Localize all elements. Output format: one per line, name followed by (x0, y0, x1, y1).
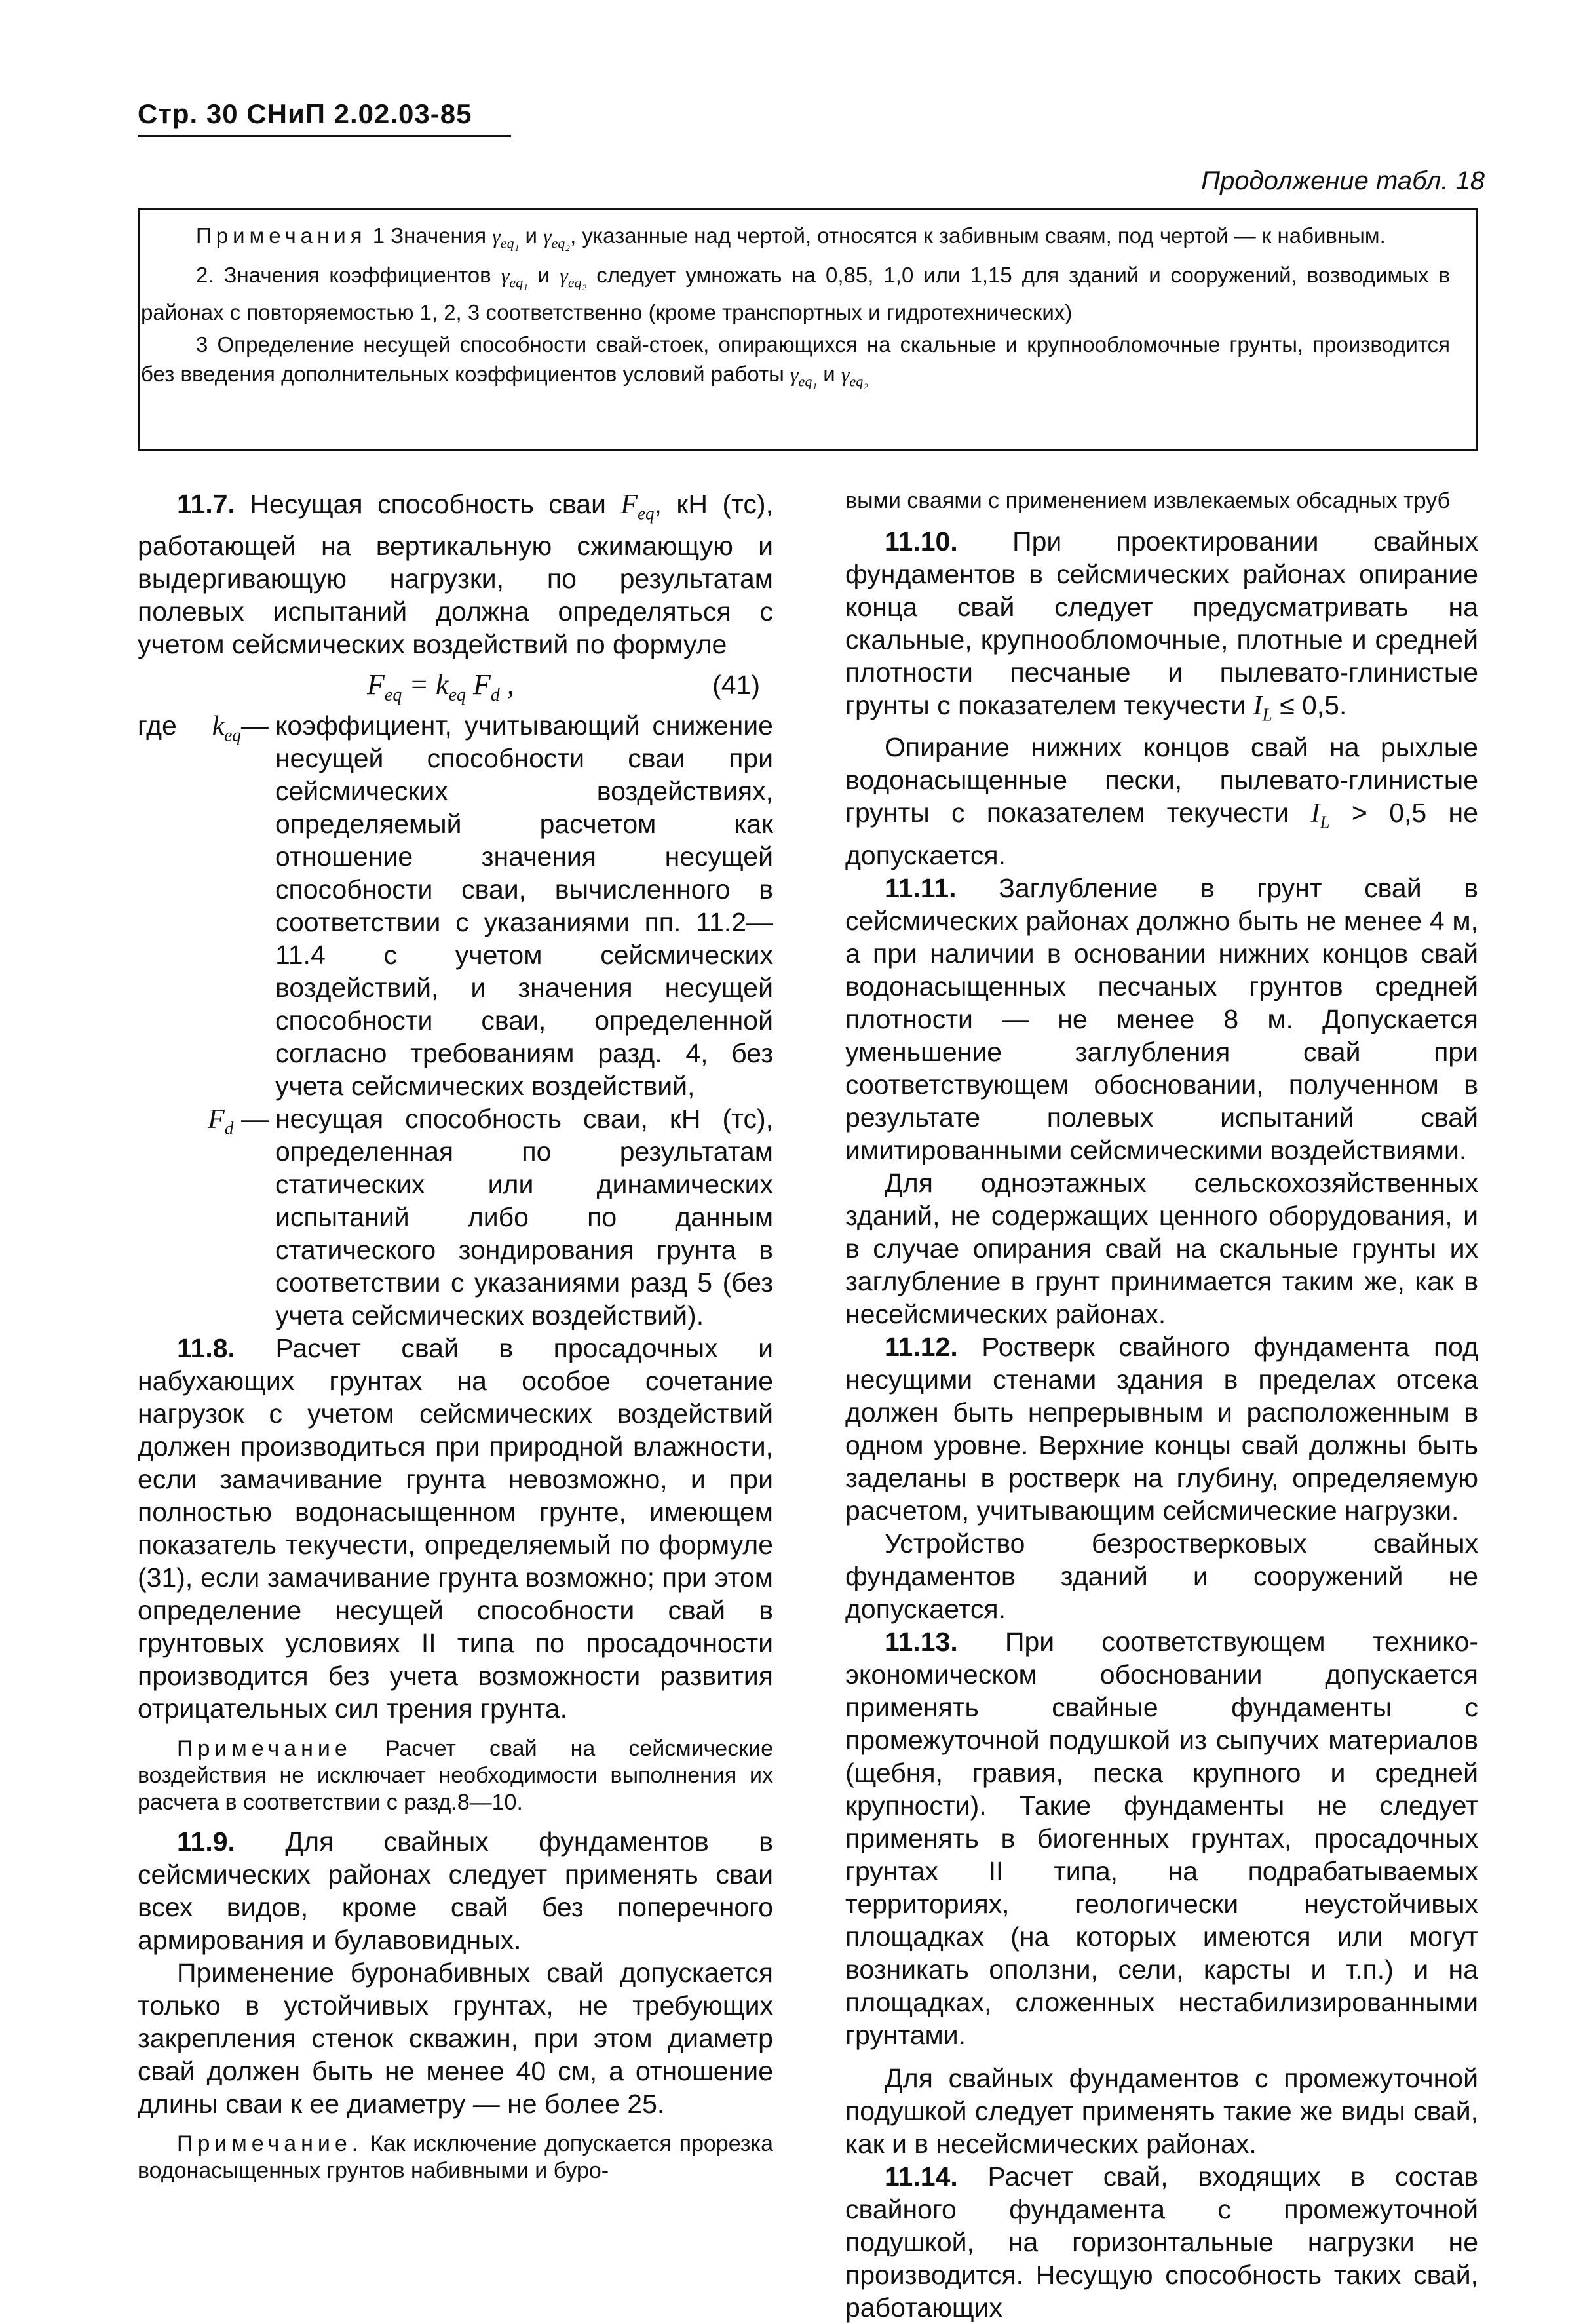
section-11-11-p2: Для одноэтажных сельскохозяйственных зданий, не содержащих ценного оборудования, и в случае опирания свай на скальные грунты их заглубление в грунт принимается таким же, как в несейсмических районах. (845, 1167, 1478, 1329)
section-11-9-p2: Применение буронабивных свай допускается только в устойчивых грунтах, не требующих закрепления стенок скважин, при этом диаметр свай должен быть не менее 40 см, а отношение длины сваи к ее диаметру — не более 25. (138, 1958, 773, 2120)
symbol-il: $I_L$ (1253, 691, 1272, 725)
definition-keq-text: коэффициент, учитывающий снижение несущей способности сваи при сейсмических воздействиях, определяемый расчетом как отношение значения несущей способности сваи, вычисленного в соответствии с указаниями пп. 11.2—11.4 с учетом сейсмических воздействий, и значения несущей способности сваи, определенной согласно требованиям разд. 4, без учета сейсмических воздействий, (275, 710, 773, 1102)
header-rule (138, 135, 511, 137)
section-11-13: 11.13. При соответствующем технико-экономическом обосновании допускается применять свайные фундаменты с промежуточной подушкой из сыпучих материалов (щебня, гравия, песка крупного и средней крупности). Такие фундаменты не следует применять в биогенных грунтах, просадочных грунтах II типа, на подрабатываемых территориях, геологически неустойчивых площадках (на которых имеются или могут возникать оползни, сели, карсты и т.п.) и на площадках, сложенных нестабилизированными грунтами. (845, 1626, 1478, 2050)
left-column (138, 488, 773, 2194)
definition-fd-text: несущая способность сваи, кН (тс), определенная по результатам статических или динамических испытаний либо по данным статического зондирования грунта в соответствии с указаниями разд 5 (без учета сейсмических воздействий). (275, 1104, 773, 1331)
note-11-9: Примечание. Как исключение допускается прорезка водонасыщенных грунтов набивными и буро- (138, 2131, 773, 2184)
gamma-eq1: $\gamma_{eq_1}$ (790, 362, 818, 390)
gamma-eq1: $\gamma_{eq_1}$ (492, 224, 520, 252)
page-header: Стр. 30 СНиП 2.02.03-85 (138, 98, 472, 129)
table-continuation: Продолжение табл. 18 (1201, 166, 1485, 195)
section-11-11: 11.11. Заглубление в грунт свай в сейсмических районах должно быть не менее 4 м, а при наличии в основании нижних концов свай водонасыщенных песчаных грунтов средней плотности — не менее 8 м. Допускается уменьшение заглубления свай при соответствующем обосновании, полученном в результате полевых испытаний свай имитированными сейсмическими воздействиями. (845, 872, 1478, 1165)
definition-fd-label: $F_d$ — (208, 1103, 269, 1138)
definitions (138, 709, 773, 1332)
section-11-14: 11.14. Расчет свай, входящих в состав свайного фундамента с промежуточной подушкой, на горизонтальные нагрузки не производится. Несущую способность таких свай, работающих (845, 2161, 1478, 2323)
section-11-10: 11.10. При проектировании свайных фундаментов в сейсмических районах опирание конца свай следует предусматривать на скальные, крупнообломочные, плотные и средней плотности песчаные и пылевато-глинистые грунты с показателем текучести $I_L \le 0,5$. (845, 526, 1478, 725)
note-continuation: выми сваями с применением извлекаемых обсадных труб (845, 488, 1451, 513)
gamma-eq1: $\gamma_{eq_1}$ (501, 263, 528, 291)
formula-expression: $F_{eq} = k_{eq}$ $F_d$ , (367, 668, 514, 706)
section-11-10-p2: Опирание нижних концов свай на рыхлые водонасыщенные пески, пылевато-глинистые грунты с показателем текучести $I_L > 0,5$ не допускается. (845, 732, 1479, 870)
note-1: Примечания 1 Значения $\gamma_{eq_1}$ и $\gamma_{eq_2}$, указанные над чертой, относятся к забивным сваям, под чертой — к набивным. (196, 223, 1386, 252)
section-11-8: 11.8. Расчет свай в просадочных и набухающих грунтах на особое сочетание нагрузок с учетом сейсмических воздействий должен производиться при природной влажности, если замачивание грунта невозможно, и при полностью водонасыщенном грунте, имеющем показатель текучести, определяемый по формуле (31), если замачивание грунта возможно; при этом определение несущей способности свай в грунтовых условиях II типа по просадочности производится без учета возможности развития отрицательных сил трения грунта. (138, 1333, 773, 1724)
section-11-12: 11.12. Ростверк свайного фундамента под несущими стенами здания в пределах отсека должен быть непрерывным и расположенным в одном уровне. Верхние концы свай должны быть заделаны в ростверк на глубину, определяемую расчетом, учитывающим сейсмические нагрузки. (845, 1331, 1478, 1526)
notes-label: Примечания (196, 223, 367, 248)
symbol-feq: $F_{eq}$ (620, 490, 655, 524)
gamma-eq2: $\gamma_{eq_2}$ (841, 362, 868, 390)
definition-keq-label: где $k_{eq}—$ (138, 710, 269, 745)
section-11-9: 11.9. Для свайных фундаментов в сейсмических районах следует применять сваи всех видов, кроме свай без поперечного армирования и булавовидных. (138, 1827, 773, 1956)
section-11-12-p2: Устройство безростверковых свайных фундаментов зданий и сооружений не допускается. (845, 1528, 1478, 1624)
note-3: 3 Определение несущей способности свай-стоек, опирающихся на скальные и крупнообломочные грунты, производится без введения дополнительных коэффициентов условий работы $\gamma_{eq_1}$ и $\gamma_{eq_2}$ (141, 332, 1450, 390)
symbol-il: $I_L$ (1310, 798, 1330, 832)
formula-41 (138, 666, 773, 707)
note-2: 2. Значения коэффициентов $\gamma_{eq_1}$ и $\gamma_{eq_2}$ следует умножать на 0,85, 1,0 или 1,15 для зданий и сооружений, возводимых в районах с повторяемостью 1, 2, 3 соответственно (кроме транспортных и гидротехнических) (141, 263, 1450, 324)
table-notes-box (138, 208, 1478, 451)
gamma-eq2: $\gamma_{eq_2}$ (543, 224, 571, 252)
right-column (845, 488, 1478, 2324)
section-11-13-p2: Для свайных фундаментов с промежуточной подушкой следует применять такие же виды свай, как и в несейсмических районах. (845, 2063, 1478, 2159)
note-11-8: Примечание Расчет свай на сейсмические воздействия не исключает необходимости выполнения их расчета в соответствии с разд.8—10. (138, 1736, 773, 1815)
section-11-7: 11.7. Несущая способность сваи $F_{eq}$, кН (тс), работающей на вертикальную сжимающую и выдергивающую нагрузки, по результатам полевых испытаний должна определяться с учетом сейсмических воздействий по формуле (138, 489, 773, 660)
gamma-eq2: $\gamma_{eq_2}$ (560, 263, 587, 291)
formula-number: (41) (712, 670, 760, 701)
